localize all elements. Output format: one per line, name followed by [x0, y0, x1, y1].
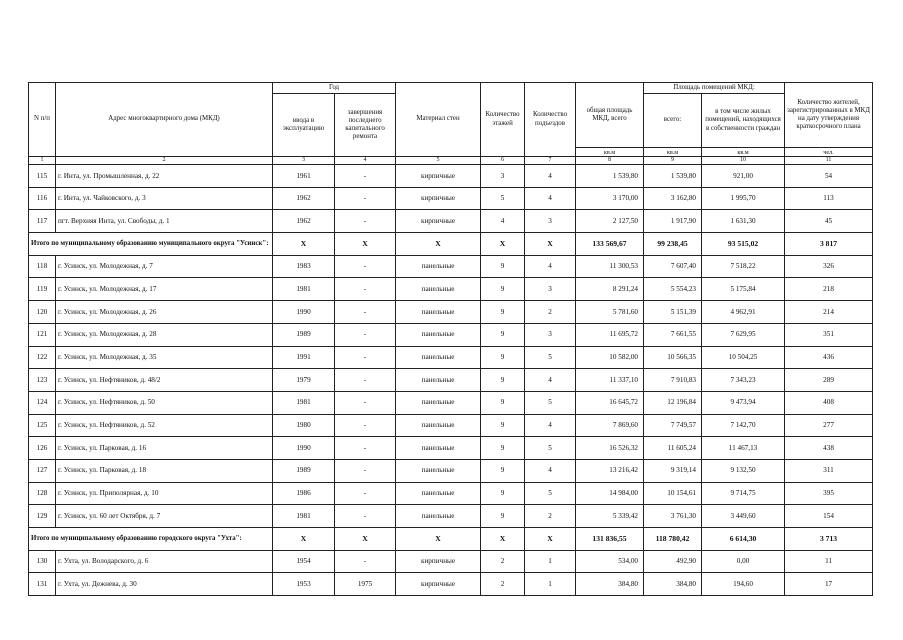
- residents: 214: [785, 301, 873, 324]
- column-number: 3: [273, 157, 335, 165]
- total-area: 10 582,00: [576, 346, 644, 369]
- total-x: X: [525, 528, 576, 551]
- private-area: 7 518,22: [702, 255, 785, 278]
- entrances: 5: [525, 437, 576, 460]
- wall-material: панельные: [396, 391, 481, 414]
- header-year-repair: завершения последнего капитального ремонта: [335, 94, 396, 157]
- year-commission: 1962: [273, 187, 335, 210]
- entrances: 5: [525, 346, 576, 369]
- entrances: 4: [525, 165, 576, 188]
- private-area: 9 714,75: [702, 482, 785, 505]
- entrances: 4: [525, 459, 576, 482]
- total-area: 11 695,72: [576, 323, 644, 346]
- total-area: 384,80: [576, 573, 644, 596]
- total-area: 14 984,00: [576, 482, 644, 505]
- premises-area: 11 605,24: [644, 437, 702, 460]
- premises-area: 12 196,84: [644, 391, 702, 414]
- address: г. Усинск, ул. Молодежная, д. 17: [56, 278, 273, 301]
- residents: 408: [785, 391, 873, 414]
- entrances: 4: [525, 414, 576, 437]
- floors: 9: [481, 301, 525, 324]
- floors: 9: [481, 391, 525, 414]
- table-row: [29, 505, 873, 528]
- private-area: 7 343,23: [702, 369, 785, 392]
- wall-material: панельные: [396, 437, 481, 460]
- row-number: 129: [29, 505, 56, 528]
- year-repair: -: [335, 278, 396, 301]
- entrances: 1: [525, 550, 576, 573]
- header-year-commission: ввода в эксплуатацию: [273, 94, 335, 157]
- total-area: 5 781,60: [576, 301, 644, 324]
- year-repair: -: [335, 187, 396, 210]
- row-number: 125: [29, 414, 56, 437]
- column-number: 9: [644, 157, 702, 165]
- total-area: 7 869,60: [576, 414, 644, 437]
- year-commission: 1980: [273, 414, 335, 437]
- table-row: [29, 414, 873, 437]
- residents: 45: [785, 210, 873, 233]
- entrances: 5: [525, 482, 576, 505]
- row-number: 123: [29, 369, 56, 392]
- wall-material: кирпичные: [396, 573, 481, 596]
- premises-area: 1 917,90: [644, 210, 702, 233]
- header-premises-private: в том числе жилых помещений, находящихся в собственности граждан: [702, 94, 785, 148]
- address: г. Усинск, ул. Молодежная, д. 28: [56, 323, 273, 346]
- private-area: 11 467,13: [702, 437, 785, 460]
- table-row: [29, 482, 873, 505]
- header-year: Год: [273, 83, 396, 94]
- year-commission: 1979: [273, 369, 335, 392]
- header-entrances: Количество подъездов: [525, 83, 576, 157]
- entrances: 4: [525, 255, 576, 278]
- table-row: [29, 391, 873, 414]
- wall-material: кирпичные: [396, 187, 481, 210]
- address: г. Усинск, ул. Молодежная, д. 26: [56, 301, 273, 324]
- total-x: X: [335, 233, 396, 256]
- year-repair: -: [335, 505, 396, 528]
- total-area: 16 526,32: [576, 437, 644, 460]
- floors: 9: [481, 255, 525, 278]
- floors: 9: [481, 369, 525, 392]
- row-number: 128: [29, 482, 56, 505]
- address: г. Усинск, ул. Парковая, д. 18: [56, 459, 273, 482]
- floors: 9: [481, 437, 525, 460]
- total-area: 3 170,00: [576, 187, 644, 210]
- table-row: [29, 437, 873, 460]
- year-repair: -: [335, 459, 396, 482]
- subtotal-row: [29, 233, 873, 256]
- address: г. Усинск, ул. Молодежная, д. 7: [56, 255, 273, 278]
- unit-area: кв.м: [702, 148, 785, 157]
- year-repair: -: [335, 550, 396, 573]
- total-area: 1 539,80: [576, 165, 644, 188]
- table-row: [29, 301, 873, 324]
- entrances: 3: [525, 210, 576, 233]
- total-area: 13 216,42: [576, 459, 644, 482]
- total-premises-area: 118 780,42: [644, 528, 702, 551]
- address: г. Усинск, ул. Нефтяников, д. 52: [56, 414, 273, 437]
- premises-area: 7 749,57: [644, 414, 702, 437]
- wall-material: панельные: [396, 414, 481, 437]
- total-residents: 3 817: [785, 233, 873, 256]
- address: г. Инта, ул. Чайковского, д. 3: [56, 187, 273, 210]
- column-number: 8: [576, 157, 644, 165]
- row-number: 126: [29, 437, 56, 460]
- row-number: 118: [29, 255, 56, 278]
- year-commission: 1962: [273, 210, 335, 233]
- private-area: 5 175,84: [702, 278, 785, 301]
- premises-area: 3 162,80: [644, 187, 702, 210]
- wall-material: панельные: [396, 301, 481, 324]
- private-area: 4 962,91: [702, 301, 785, 324]
- row-number: 127: [29, 459, 56, 482]
- unit-people: чел.: [785, 148, 873, 157]
- total-x: X: [335, 528, 396, 551]
- residents: 311: [785, 459, 873, 482]
- entrances: 3: [525, 278, 576, 301]
- premises-area: 10 154,61: [644, 482, 702, 505]
- row-number: 115: [29, 165, 56, 188]
- private-area: 1 631,30: [702, 210, 785, 233]
- row-number: 119: [29, 278, 56, 301]
- total-area: 8 291,24: [576, 278, 644, 301]
- table-row: [29, 550, 873, 573]
- private-area: 9 473,94: [702, 391, 785, 414]
- residents: 154: [785, 505, 873, 528]
- address: г. Усинск, ул. Нефтяников, д. 48/2: [56, 369, 273, 392]
- entrances: 2: [525, 505, 576, 528]
- column-number: 2: [56, 157, 273, 165]
- year-commission: 1989: [273, 459, 335, 482]
- year-commission: 1989: [273, 323, 335, 346]
- year-commission: 1991: [273, 346, 335, 369]
- year-commission: 1990: [273, 301, 335, 324]
- row-number: 124: [29, 391, 56, 414]
- total-area: 5 339,42: [576, 505, 644, 528]
- year-repair: -: [335, 165, 396, 188]
- wall-material: кирпичные: [396, 165, 481, 188]
- year-commission: 1986: [273, 482, 335, 505]
- total-area: 11 300,53: [576, 255, 644, 278]
- total-x: X: [273, 528, 335, 551]
- row-number: 120: [29, 301, 56, 324]
- housing-table: [28, 82, 873, 596]
- premises-area: 5 554,23: [644, 278, 702, 301]
- year-repair: -: [335, 255, 396, 278]
- floors: 9: [481, 414, 525, 437]
- table-row: [29, 255, 873, 278]
- floors: 3: [481, 165, 525, 188]
- address: г. Усинск, ул. Приполярная, д. 10: [56, 482, 273, 505]
- wall-material: кирпичные: [396, 210, 481, 233]
- residents: 289: [785, 369, 873, 392]
- address: г. Усинск, ул. Молодежная, д. 35: [56, 346, 273, 369]
- private-area: 3 449,60: [702, 505, 785, 528]
- premises-area: 1 539,80: [644, 165, 702, 188]
- header-total-area: общая площадь МКД, всего: [576, 83, 644, 148]
- header-floors: Количество этажей: [481, 83, 525, 157]
- year-commission: 1981: [273, 391, 335, 414]
- document-sheet: [28, 82, 873, 596]
- unit-area: кв.м: [644, 148, 702, 157]
- wall-material: панельные: [396, 505, 481, 528]
- wall-material: панельные: [396, 459, 481, 482]
- premises-area: 5 151,39: [644, 301, 702, 324]
- table-row: [29, 278, 873, 301]
- table-row: [29, 165, 873, 188]
- column-number: 5: [396, 157, 481, 165]
- entrances: 1: [525, 573, 576, 596]
- table-row: [29, 459, 873, 482]
- table-row: [29, 573, 873, 596]
- year-repair: -: [335, 437, 396, 460]
- private-area: 194,60: [702, 573, 785, 596]
- total-x: X: [396, 233, 481, 256]
- year-repair: -: [335, 369, 396, 392]
- entrances: 3: [525, 323, 576, 346]
- year-repair: -: [335, 301, 396, 324]
- premises-area: 7 661,55: [644, 323, 702, 346]
- year-repair: -: [335, 391, 396, 414]
- residents: 17: [785, 573, 873, 596]
- residents: 218: [785, 278, 873, 301]
- column-number: 1: [29, 157, 56, 165]
- wall-material: панельные: [396, 346, 481, 369]
- subtotal-row: [29, 528, 873, 551]
- column-number: 10: [702, 157, 785, 165]
- residents: 113: [785, 187, 873, 210]
- year-repair: -: [335, 323, 396, 346]
- address: пгт. Верхняя Инта, ул. Свободы, д. 1: [56, 210, 273, 233]
- wall-material: панельные: [396, 278, 481, 301]
- year-commission: 1990: [273, 437, 335, 460]
- table-row: [29, 187, 873, 210]
- year-commission: 1953: [273, 573, 335, 596]
- header-material: Материал стен: [396, 83, 481, 157]
- address: г. Усинск, ул. Парковая, д. 16: [56, 437, 273, 460]
- year-commission: 1954: [273, 550, 335, 573]
- row-number: 130: [29, 550, 56, 573]
- wall-material: панельные: [396, 369, 481, 392]
- floors: 9: [481, 482, 525, 505]
- residents: 438: [785, 437, 873, 460]
- column-number: 11: [785, 157, 873, 165]
- column-number: 6: [481, 157, 525, 165]
- entrances: 5: [525, 391, 576, 414]
- header-n: N п/п: [29, 83, 56, 157]
- entrances: 4: [525, 369, 576, 392]
- row-number: 121: [29, 323, 56, 346]
- total-premises-area: 99 238,45: [644, 233, 702, 256]
- floors: 9: [481, 505, 525, 528]
- floors: 9: [481, 278, 525, 301]
- private-area: 9 132,50: [702, 459, 785, 482]
- floors: 5: [481, 187, 525, 210]
- total-area: 11 337,10: [576, 369, 644, 392]
- address: г. Инта, ул. Промышленная, д. 22: [56, 165, 273, 188]
- entrances: 4: [525, 187, 576, 210]
- table-row: [29, 210, 873, 233]
- private-area: 10 504,25: [702, 346, 785, 369]
- row-number: 117: [29, 210, 56, 233]
- year-repair: -: [335, 414, 396, 437]
- floors: 4: [481, 210, 525, 233]
- year-repair: -: [335, 210, 396, 233]
- premises-area: 10 566,35: [644, 346, 702, 369]
- year-commission: 1983: [273, 255, 335, 278]
- total-label: Итого по муниципальному образованию городского округа "Ухта":: [29, 528, 273, 551]
- private-area: 0,00: [702, 550, 785, 573]
- header-address: Адрес многоквартирного дома (МКД): [56, 83, 273, 157]
- total-private-area: 93 515,02: [702, 233, 785, 256]
- premises-area: 492,90: [644, 550, 702, 573]
- floors: 2: [481, 550, 525, 573]
- table-row: [29, 369, 873, 392]
- residents: 436: [785, 346, 873, 369]
- residents: 395: [785, 482, 873, 505]
- total-residents: 3 713: [785, 528, 873, 551]
- row-number: 116: [29, 187, 56, 210]
- private-area: 1 995,70: [702, 187, 785, 210]
- address: г. Ухта, ул. Дежнева, д. 30: [56, 573, 273, 596]
- total-private-area: 6 614,30: [702, 528, 785, 551]
- address: г. Ухта, ул. Володарского, д. 6: [56, 550, 273, 573]
- total-area: 131 836,55: [576, 528, 644, 551]
- premises-area: 7 910,83: [644, 369, 702, 392]
- premises-area: 3 761,30: [644, 505, 702, 528]
- row-number: 131: [29, 573, 56, 596]
- year-commission: 1981: [273, 505, 335, 528]
- year-repair: -: [335, 482, 396, 505]
- floors: 2: [481, 573, 525, 596]
- year-commission: 1961: [273, 165, 335, 188]
- residents: 351: [785, 323, 873, 346]
- wall-material: панельные: [396, 482, 481, 505]
- floors: 9: [481, 323, 525, 346]
- table-row: [29, 323, 873, 346]
- private-area: 921,00: [702, 165, 785, 188]
- floors: 9: [481, 346, 525, 369]
- total-x: X: [525, 233, 576, 256]
- private-area: 7 629,95: [702, 323, 785, 346]
- total-area: 133 569,67: [576, 233, 644, 256]
- year-repair: -: [335, 346, 396, 369]
- header-premises: Площадь помещений МКД:: [644, 83, 785, 94]
- residents: 54: [785, 165, 873, 188]
- column-number: 4: [335, 157, 396, 165]
- unit-area: кв.м: [576, 148, 644, 157]
- floors: 9: [481, 459, 525, 482]
- premises-area: 7 607,40: [644, 255, 702, 278]
- header-premises-total: всего:: [644, 94, 702, 148]
- column-number: 7: [525, 157, 576, 165]
- row-number: 122: [29, 346, 56, 369]
- address: г. Усинск, ул. 60 лет Октября, д. 7: [56, 505, 273, 528]
- year-repair: 1975: [335, 573, 396, 596]
- residents: 277: [785, 414, 873, 437]
- header-residents: Количество жителей, зарегистрированных в МКД на дату утверждения краткосрочного плана: [785, 83, 873, 148]
- residents: 326: [785, 255, 873, 278]
- table-row: [29, 346, 873, 369]
- wall-material: панельные: [396, 255, 481, 278]
- total-x: X: [273, 233, 335, 256]
- total-label: Итого по муниципальному образованию муниципального округа "Усинск":: [29, 233, 273, 256]
- residents: 11: [785, 550, 873, 573]
- wall-material: кирпичные: [396, 550, 481, 573]
- address: г. Усинск, ул. Нефтяников, д. 50: [56, 391, 273, 414]
- total-x: X: [481, 528, 525, 551]
- premises-area: 9 319,14: [644, 459, 702, 482]
- wall-material: панельные: [396, 323, 481, 346]
- entrances: 2: [525, 301, 576, 324]
- total-x: X: [481, 233, 525, 256]
- premises-area: 384,80: [644, 573, 702, 596]
- total-area: 2 127,50: [576, 210, 644, 233]
- total-x: X: [396, 528, 481, 551]
- private-area: 7 142,70: [702, 414, 785, 437]
- total-area: 16 645,72: [576, 391, 644, 414]
- total-area: 534,00: [576, 550, 644, 573]
- year-commission: 1981: [273, 278, 335, 301]
